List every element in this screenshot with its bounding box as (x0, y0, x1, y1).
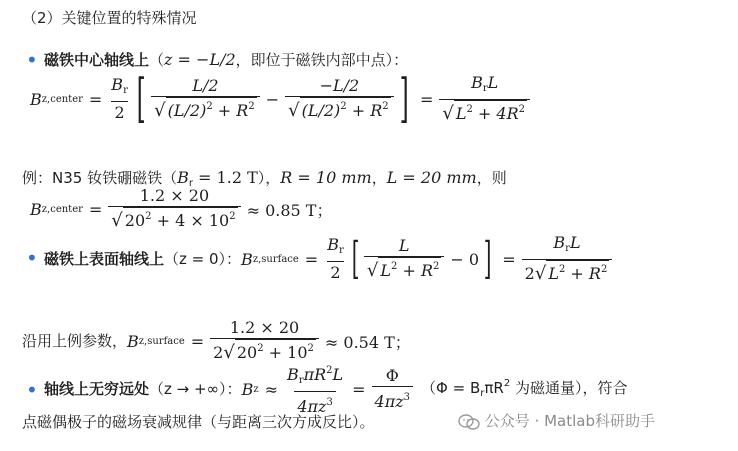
example-approx: ≈ 0.85 T； (246, 200, 333, 220)
far-label: 轴线上无穷远处 (44, 380, 150, 398)
right-bracket: ] (483, 233, 492, 284)
center-lhs: B (30, 89, 42, 109)
surface-minus-zero: − 0 (450, 249, 480, 269)
center-cond-math: z = −L/2 (164, 50, 236, 69)
far-line: 轴线上无穷远处 （z → +∞）： B z ≈ $\frac{B_r\pi R^2L}{4\pi z^3}$ = $\frac{\Phi}{4\pi z^3}$ （$\Phi = B_r\pi R^2$ 为磁通量），符合 (44, 366, 627, 412)
right-bracket: ] (399, 69, 409, 129)
example-prefix: 例：N35 钕铁硼磁铁（ (22, 169, 178, 187)
example-sep3: ，则 (476, 169, 507, 187)
example2-approx: ≈ 0.54 T； (324, 332, 411, 352)
surface-line: 磁铁上表面轴线上 （z = 0）： B z,surface = $\frac{B_r}{2}$ [ $\frac{L}{√ L^2 + R^2}$ − 0 ] = $\frac{B_rL}{2√ L^2 + R^2}$ (44, 234, 612, 284)
surface-label: 磁铁上表面轴线上 (44, 250, 165, 268)
center-equation: B z,center = $\frac{B_r}{2}$ [ $\frac{L/2}{√ (L/2)^2 + R^2}$ − $\frac{-L/2}{√ (L/2)^2 + R^2}$ ] = $\frac{B_rL}{√ L^2 + 4R^2}$ (30, 70, 530, 128)
section-heading: （2）关键位置的特殊情况 (22, 9, 197, 27)
example2-fraction: $\frac{1.2 \times 20}{2√ 20^2 + 10^2}$ (210, 318, 319, 364)
center-fraction-1: $\frac{L/2}{√ (L/2)^2 + R^2}$ (151, 76, 260, 122)
example-sep1: ）， (257, 169, 281, 187)
center-lhs-sub: z,center (41, 93, 83, 105)
bullet-dot: • (26, 48, 38, 72)
example-r-val: R = 10 mm (280, 168, 372, 187)
center-coef-fraction: $\frac{B_r}{2}$ (111, 74, 128, 122)
example2-line: 沿用上例参数， B z,surface = $\frac{1.2 \times 20}{2√ 20^2 + 10^2}$ ≈ 0.54 T； (22, 318, 411, 363)
watermark-text: 公众号 · Matlab科研助手 (484, 412, 655, 430)
far-line2: 点磁偶极子的磁场衰减规律（与距离三次方成反比）。 (22, 413, 375, 431)
example-br: B (177, 168, 189, 187)
surface-coef-fraction: $\frac{B_r}{2}$ (327, 234, 344, 282)
example-br-sub: r (188, 178, 193, 189)
left-bracket: [ (351, 233, 360, 284)
surface-result-fraction: $\frac{B_rL}{2√ L^2 + R^2}$ (522, 233, 613, 285)
center-label: 磁铁中心轴线上 (44, 51, 150, 69)
bullet-dot: • (26, 378, 38, 402)
surface-cond: （z = 0）： (164, 250, 242, 268)
center-cond-text: ，即位于磁铁内部中点）： (235, 51, 409, 69)
example2-prefix: 沿用上例参数， (22, 332, 128, 350)
left-bracket: [ (136, 69, 146, 129)
example-br-val: = 1.2 T (192, 168, 258, 187)
center-result-fraction: $\frac{B_rL}{√ L^2 + 4R^2}$ (439, 73, 530, 125)
center-fraction-2: $\frac{-L/2}{√ (L/2)^2 + R^2}$ (285, 76, 394, 122)
center-condition-line (44, 50, 408, 70)
watermark (458, 410, 655, 431)
bullet-dot: • (26, 246, 38, 270)
example-sep2: ， (371, 169, 387, 187)
example-l-val: L = 20 mm (386, 168, 477, 187)
example-equation: B z,center = $\frac{1.2 \times 20}{√ 20^2 + 4 \times 10^2}$ ≈ 0.85 T； (30, 186, 333, 231)
far-fraction-2: $\frac{\Phi}{4\pi z^3}$ (372, 366, 414, 413)
surface-fraction: $\frac{L}{√ L^2 + R^2}$ (364, 236, 444, 282)
wechat-icon (458, 414, 480, 430)
far-fraction-1: $\frac{B_r\pi R^2L}{4\pi z^3}$ (287, 364, 344, 416)
far-cond: （z → +∞）： (149, 380, 242, 398)
example-fraction: $\frac{1.2 \times 20}{√ 20^2 + 4 \times 10^2}$ (108, 186, 240, 232)
center-cond-open: （ (149, 51, 165, 69)
far-note: （$\Phi = B_r\pi R^2$ 为磁通量），符合 (421, 378, 628, 399)
